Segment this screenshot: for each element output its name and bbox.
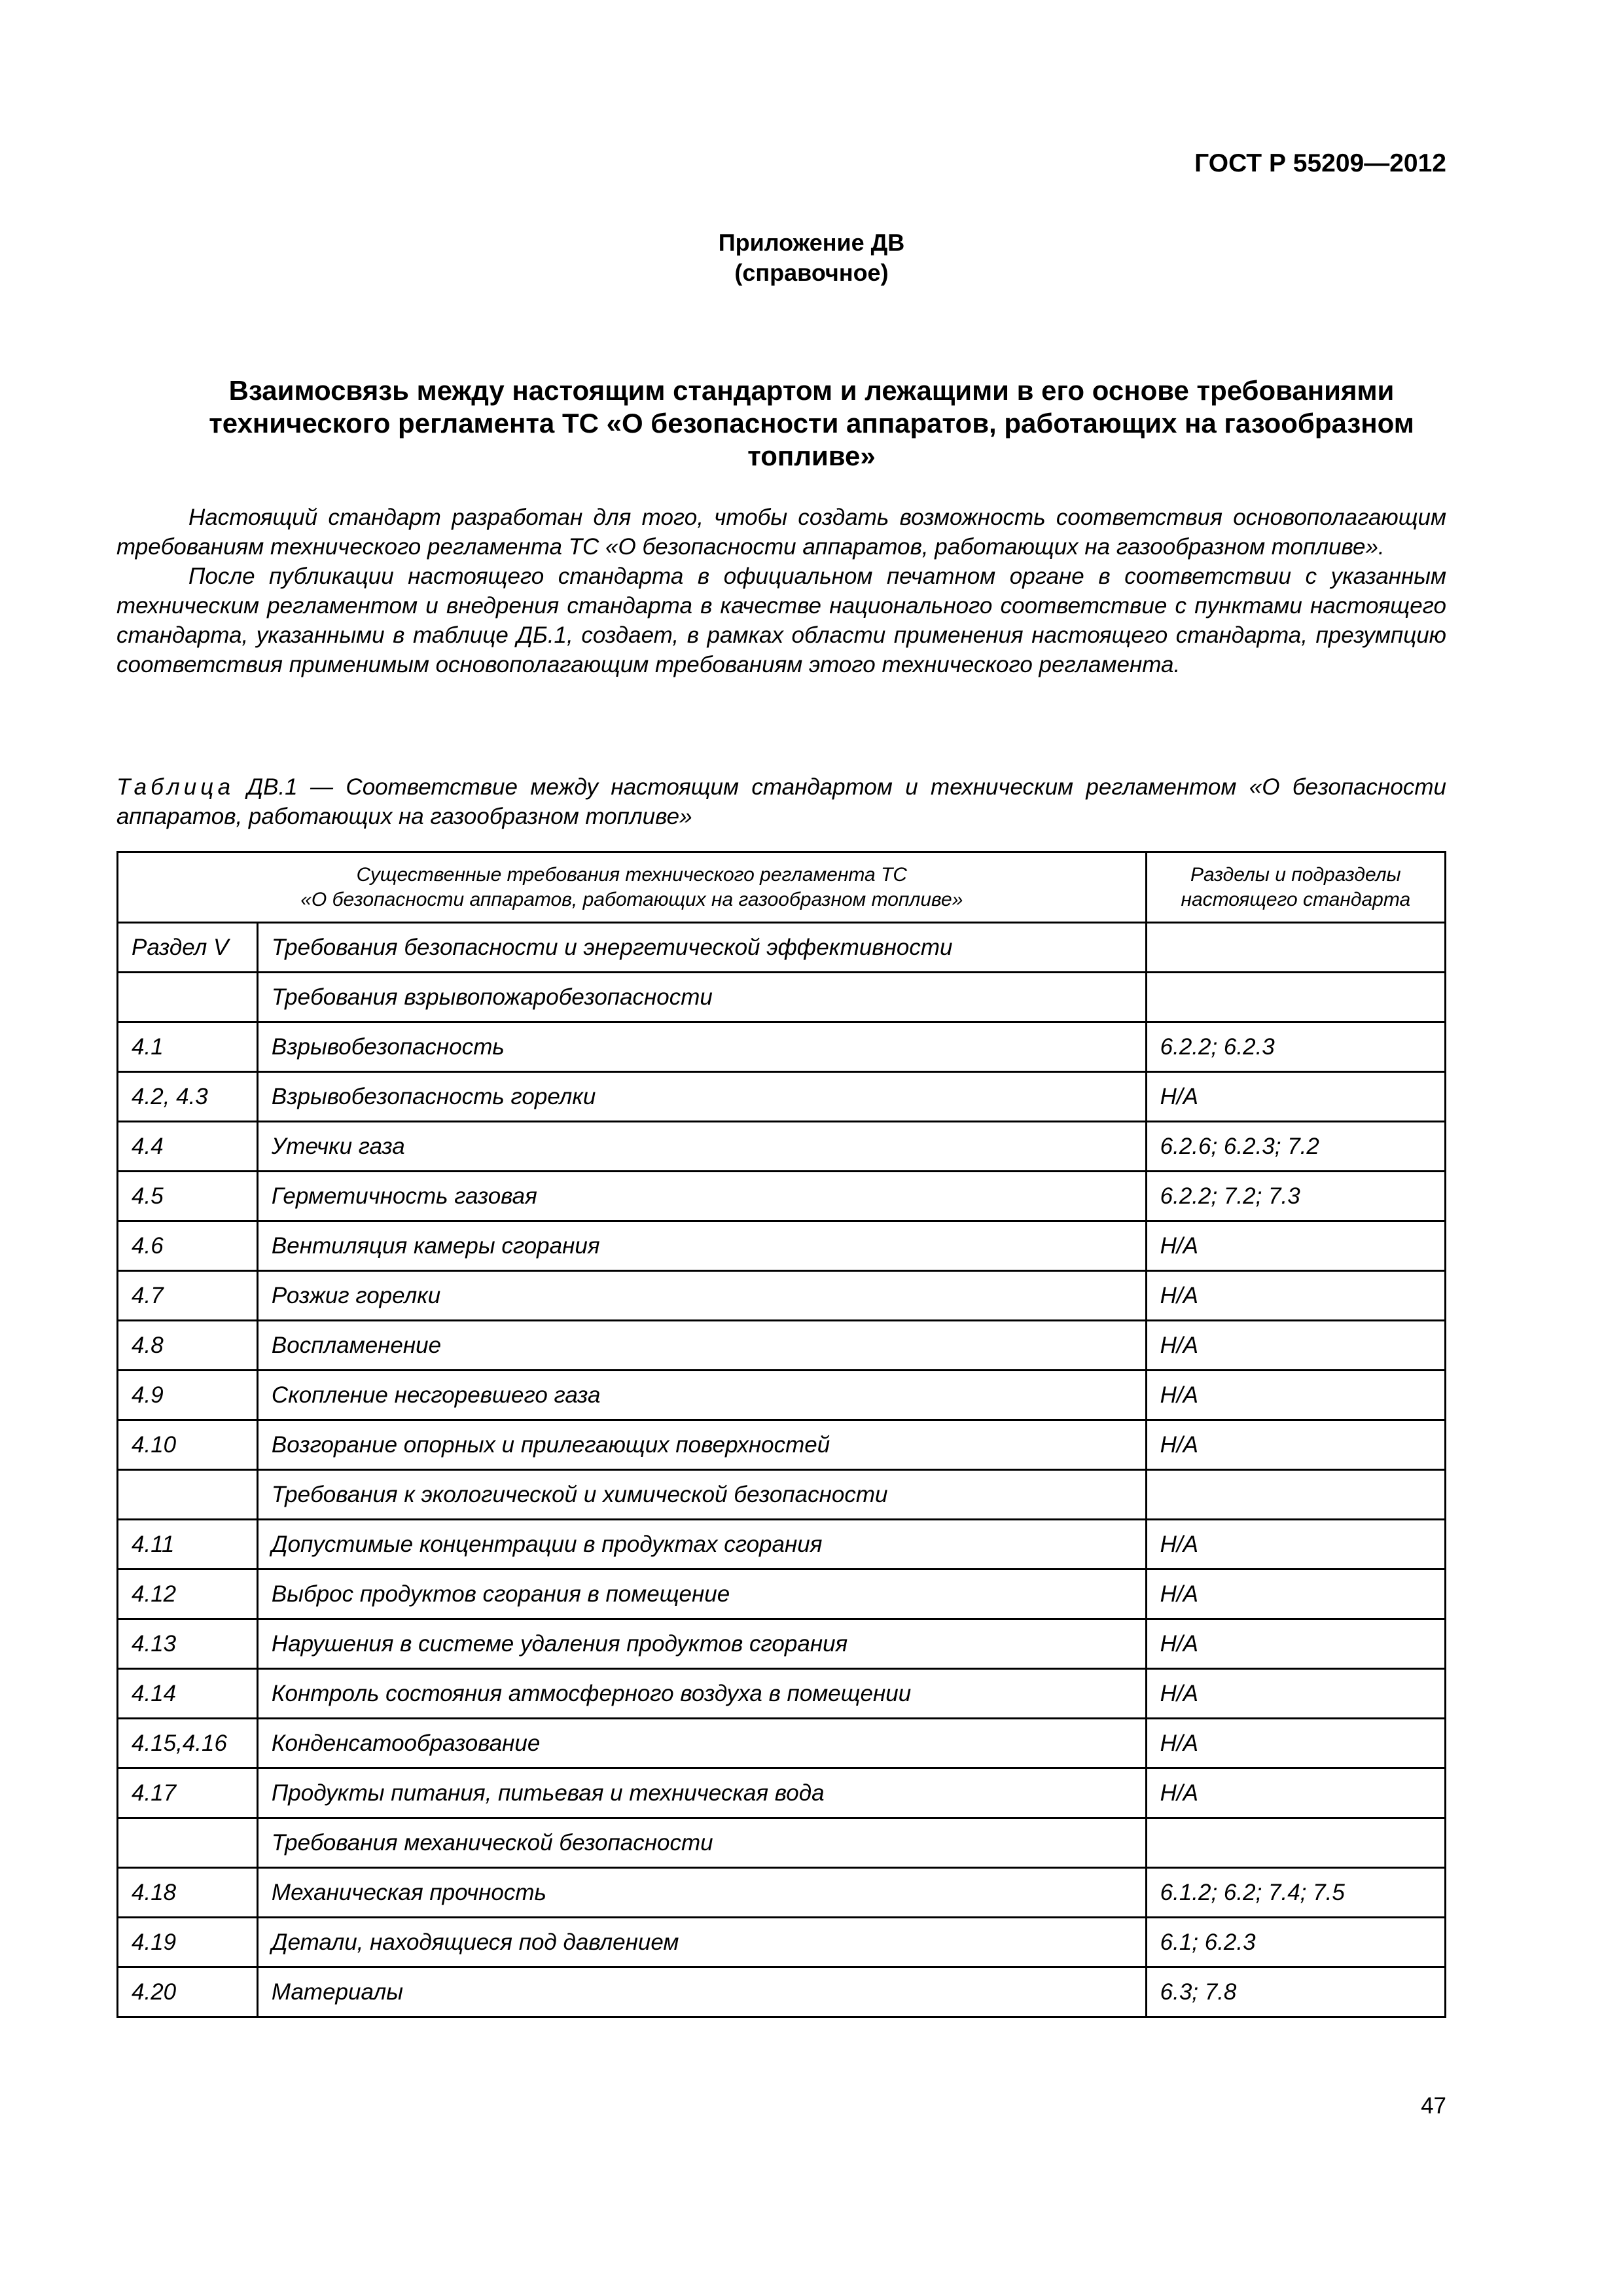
row-sections-cell: Н/А: [1146, 1221, 1445, 1271]
row-sections-cell: Н/А: [1146, 1719, 1445, 1768]
row-requirement-cell: Скопление несгоревшего газа: [257, 1371, 1146, 1420]
row-sections-cell: [1146, 923, 1445, 973]
table-row: [118, 1918, 1446, 1967]
row-sections-cell: Н/А: [1146, 1619, 1445, 1669]
row-requirement-cell: Нарушения в системе удаления продуктов сгорания: [257, 1619, 1146, 1669]
section-heading: Взаимосвязь между настоящим стандартом и лежащими в его основе требованиями технического регламента ТС «О безопасности аппаратов, работающих на газообразном топливе»: [209, 375, 1414, 471]
row-number-cell: 4.7: [118, 1271, 258, 1321]
row-number-cell: 4.18: [118, 1868, 258, 1918]
row-number-cell: 4.10: [118, 1420, 258, 1470]
row-sections-cell: 6.2.2; 6.2.3: [1146, 1022, 1445, 1072]
row-sections-cell: Н/А: [1146, 1420, 1445, 1470]
row-number-cell: 4.13: [118, 1619, 258, 1669]
row-sections-cell: 6.2.6; 6.2.3; 7.2: [1146, 1122, 1445, 1172]
row-requirement-cell: Детали, находящиеся под давлением: [257, 1918, 1146, 1967]
table-row: [118, 1371, 1446, 1420]
table-row: [118, 1470, 1446, 1520]
row-requirement-cell: Герметичность газовая: [257, 1172, 1146, 1221]
row-sections-cell: [1146, 1818, 1445, 1868]
table-row: [118, 923, 1446, 973]
paragraph: После публикации настоящего стандарта в официальном печатном органе в соответствии с указанным техническим регламентом и внедрения стандарта в качестве национального соответствие с пунктами настоящего стандарта, указанными в таблице ДБ.1, создает, в рамках области применения настоящего стандарта, презумпцию соответствия применимым основополагающим требованиям этого технического регламента.: [116, 564, 1446, 677]
row-number-cell: 4.2, 4.3: [118, 1072, 258, 1122]
row-requirement-cell: Механическая прочность: [257, 1868, 1146, 1918]
header-requirements-line1: Существенные требования технического регламента ТС: [356, 863, 908, 886]
table-row: [118, 1221, 1446, 1271]
row-requirement-cell: Взрывобезопасность: [257, 1022, 1146, 1072]
row-number-cell: [118, 973, 258, 1022]
row-requirement-cell: Утечки газа: [257, 1122, 1146, 1172]
document-code: ГОСТ Р 55209—2012: [1194, 149, 1446, 177]
table-row: [118, 1520, 1446, 1570]
row-requirement-cell: Розжиг горелки: [257, 1271, 1146, 1321]
row-number-cell: 4.11: [118, 1520, 258, 1570]
table-header-row: [118, 852, 1446, 923]
header-sections: [1146, 852, 1445, 923]
table-row: [118, 1967, 1446, 2017]
table-row: [118, 1072, 1446, 1122]
row-number-cell: 4.4: [118, 1122, 258, 1172]
row-number-cell: 4.6: [118, 1221, 258, 1271]
table-body: [118, 923, 1446, 2017]
appendix-type: (справочное): [734, 259, 889, 286]
table-row: [118, 1271, 1446, 1321]
appendix-block: [0, 228, 1623, 288]
row-requirement-cell: Материалы: [257, 1967, 1146, 2017]
row-number-cell: Раздел V: [118, 923, 258, 973]
row-number-cell: 4.14: [118, 1669, 258, 1719]
appendix-title: Приложение ДВ: [718, 229, 905, 256]
row-sections-cell: Н/А: [1146, 1570, 1445, 1619]
row-requirement-cell: Требования к экологической и химической безопасности: [257, 1470, 1146, 1520]
row-number-cell: 4.9: [118, 1371, 258, 1420]
table-row: [118, 1172, 1446, 1221]
row-requirement-cell: Возгорание опорных и прилегающих поверхностей: [257, 1420, 1146, 1470]
table-row: [118, 973, 1446, 1022]
row-number-cell: 4.1: [118, 1022, 258, 1072]
row-requirement-cell: Вентиляция камеры сгорания: [257, 1221, 1146, 1271]
row-number-cell: 4.19: [118, 1918, 258, 1967]
row-requirement-cell: Допустимые концентрации в продуктах сгорания: [257, 1520, 1146, 1570]
table-caption-text: ДВ.1 — Соответствие между настоящим стандартом и техническим регламентом «О безопасности аппаратов, работающих на газообразном топливе»: [116, 774, 1446, 829]
row-sections-cell: Н/А: [1146, 1271, 1445, 1321]
paragraph: Настоящий стандарт разработан для того, чтобы создать возможность соответствия основополагающим требованиям технического регламента ТС «О безопасности аппаратов, работающих на газообразном топливе».: [116, 505, 1446, 560]
table-row: [118, 1122, 1446, 1172]
row-number-cell: 4.12: [118, 1570, 258, 1619]
row-number-cell: 4.15,4.16: [118, 1719, 258, 1768]
row-number-cell: [118, 1818, 258, 1868]
row-requirement-cell: Взрывобезопасность горелки: [257, 1072, 1146, 1122]
row-sections-cell: [1146, 973, 1445, 1022]
row-sections-cell: 6.1.2; 6.2; 7.4; 7.5: [1146, 1868, 1445, 1918]
table-caption-label: Таблица: [116, 774, 235, 800]
row-sections-cell: 6.2.2; 7.2; 7.3: [1146, 1172, 1445, 1221]
table-caption: [116, 772, 1446, 831]
table-row: [118, 1868, 1446, 1918]
table-row: [118, 1570, 1446, 1619]
row-sections-cell: Н/А: [1146, 1520, 1445, 1570]
row-sections-cell: Н/А: [1146, 1768, 1445, 1818]
row-requirement-cell: Выброс продуктов сгорания в помещение: [257, 1570, 1146, 1619]
row-sections-cell: [1146, 1470, 1445, 1520]
row-number-cell: 4.20: [118, 1967, 258, 2017]
row-requirement-cell: Требования механической безопасности: [257, 1818, 1146, 1868]
table-row: [118, 1818, 1446, 1868]
row-number-cell: [118, 1470, 258, 1520]
row-sections-cell: Н/А: [1146, 1669, 1445, 1719]
row-sections-cell: 6.1; 6.2.3: [1146, 1918, 1445, 1967]
header-requirements: [118, 852, 1147, 923]
table-row: [118, 1719, 1446, 1768]
row-sections-cell: Н/А: [1146, 1371, 1445, 1420]
header-sections-line2: настоящего стандарта: [1181, 888, 1411, 910]
body-text: [116, 503, 1446, 679]
table-row: [118, 1669, 1446, 1719]
table-row: [118, 1022, 1446, 1072]
row-requirement-cell: Контроль состояния атмосферного воздуха в помещении: [257, 1669, 1146, 1719]
row-requirement-cell: Продукты питания, питьевая и техническая вода: [257, 1768, 1146, 1818]
row-sections-cell: Н/А: [1146, 1321, 1445, 1371]
page-number: 47: [1421, 2093, 1446, 2119]
table-row: [118, 1619, 1446, 1669]
row-sections-cell: Н/А: [1146, 1072, 1445, 1122]
row-requirement-cell: Требования взрывопожаробезопасности: [257, 973, 1146, 1022]
row-number-cell: 4.5: [118, 1172, 258, 1221]
header-sections-line1: Разделы и подразделы: [1190, 863, 1401, 886]
row-number-cell: 4.8: [118, 1321, 258, 1371]
header-requirements-line2: «О безопасности аппаратов, работающих на газообразном топливе»: [300, 888, 963, 910]
row-number-cell: 4.17: [118, 1768, 258, 1818]
row-requirement-cell: Воспламенение: [257, 1321, 1146, 1371]
table-row: [118, 1321, 1446, 1371]
table-row: [118, 1420, 1446, 1470]
table-row: [118, 1768, 1446, 1818]
row-requirement-cell: Конденсатообразование: [257, 1719, 1146, 1768]
row-requirement-cell: Требования безопасности и энергетической эффективности: [257, 923, 1146, 973]
row-sections-cell: 6.3; 7.8: [1146, 1967, 1445, 2017]
compliance-table: [116, 851, 1446, 2018]
